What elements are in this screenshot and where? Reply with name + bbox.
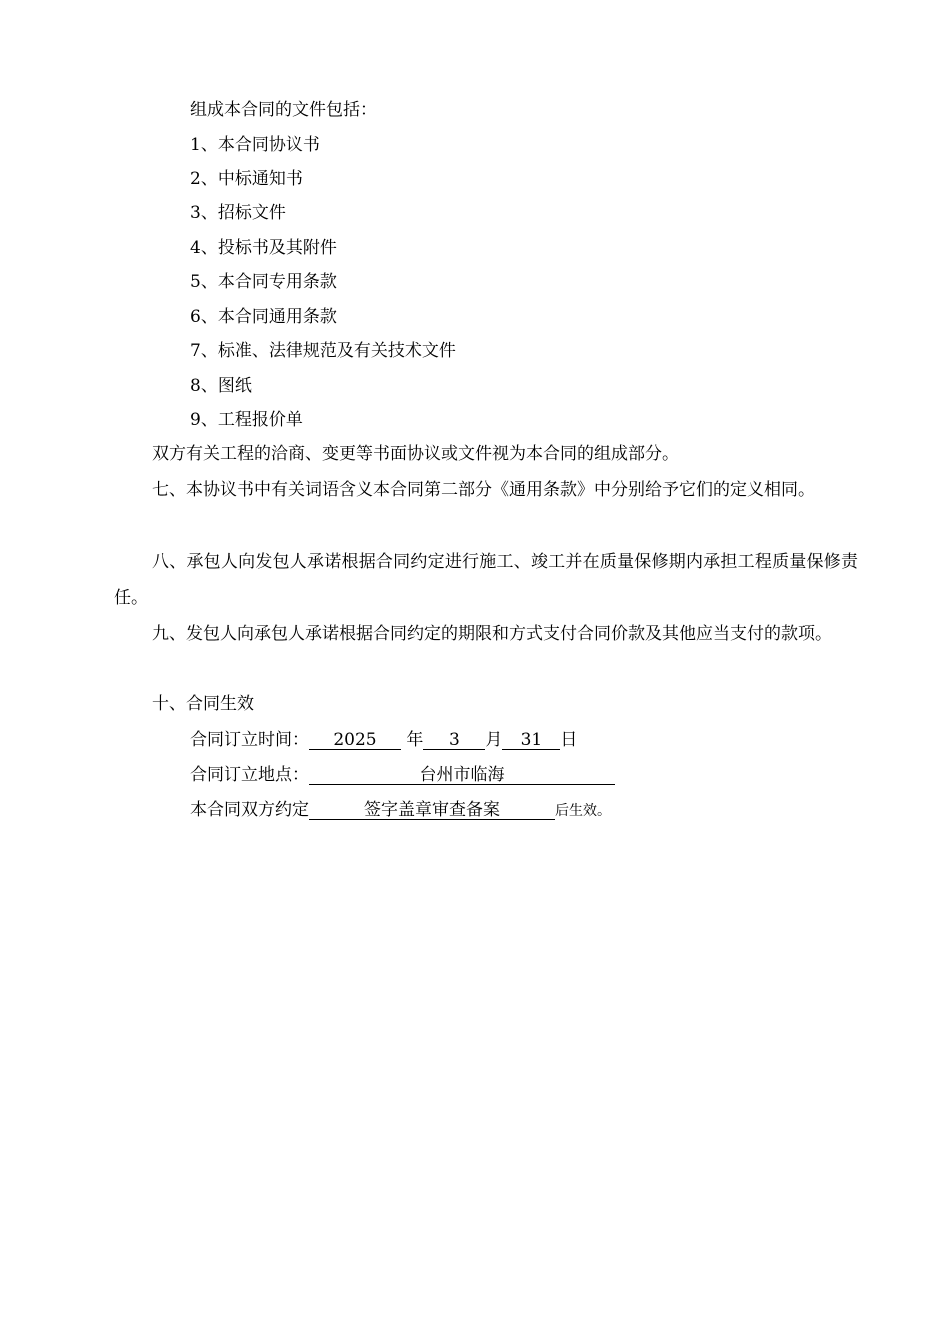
contract-date-line xyxy=(190,730,577,750)
contract-effect-suffix: 后生效。 xyxy=(555,803,611,819)
contract-effect-line xyxy=(190,800,611,821)
contract-place-field: 台州市临海 xyxy=(309,766,615,785)
documents-intro: 组成本合同的文件包括： xyxy=(190,100,377,120)
supplement-paragraph: 双方有关工程的洽商、变更等书面协议或文件视为本合同的组成部分。 xyxy=(152,444,679,464)
contract-effect-label: 本合同双方约定 xyxy=(190,800,309,820)
contract-year-field: 2025 xyxy=(309,731,401,750)
clause-8: 八、承包人向发包人承诺根据合同约定进行施工、竣工并在质量保修期内承担工程质量保修责任。 xyxy=(114,552,858,608)
day-unit: 日 xyxy=(560,730,578,750)
document-list-item: 6、本合同通用条款 xyxy=(190,307,337,327)
month-unit: 月 xyxy=(485,730,503,750)
contract-place-line xyxy=(190,765,615,785)
document-list-item: 2、中标通知书 xyxy=(190,169,303,189)
document-list-item: 3、招标文件 xyxy=(190,203,286,223)
document-list-item: 9、工程报价单 xyxy=(190,410,303,430)
document-list-item: 5、本合同专用条款 xyxy=(190,272,337,292)
contract-place-label: 合同订立地点： xyxy=(190,765,309,785)
contract-month-field: 3 xyxy=(423,731,485,750)
contract-day-field: 31 xyxy=(502,731,560,750)
contract-date-label: 合同订立时间： xyxy=(190,730,309,750)
document-list-item: 8、图纸 xyxy=(190,376,252,396)
clause-9: 九、发包人向承包人承诺根据合同约定的期限和方式支付合同价款及其他应当支付的款项。 xyxy=(152,624,832,644)
year-unit: 年 xyxy=(406,730,424,750)
document-list-item: 7、标准、法律规范及有关技术文件 xyxy=(190,341,456,361)
document-list-item: 1、本合同协议书 xyxy=(190,135,320,155)
contract-effect-condition-field: 签字盖章审查备案 xyxy=(309,801,555,820)
clause-7: 七、本协议书中有关词语含义本合同第二部分《通用条款》中分别给予它们的定义相同。 xyxy=(152,480,815,500)
clause-10-heading: 十、合同生效 xyxy=(152,694,254,714)
document-list-item: 4、投标书及其附件 xyxy=(190,238,337,258)
